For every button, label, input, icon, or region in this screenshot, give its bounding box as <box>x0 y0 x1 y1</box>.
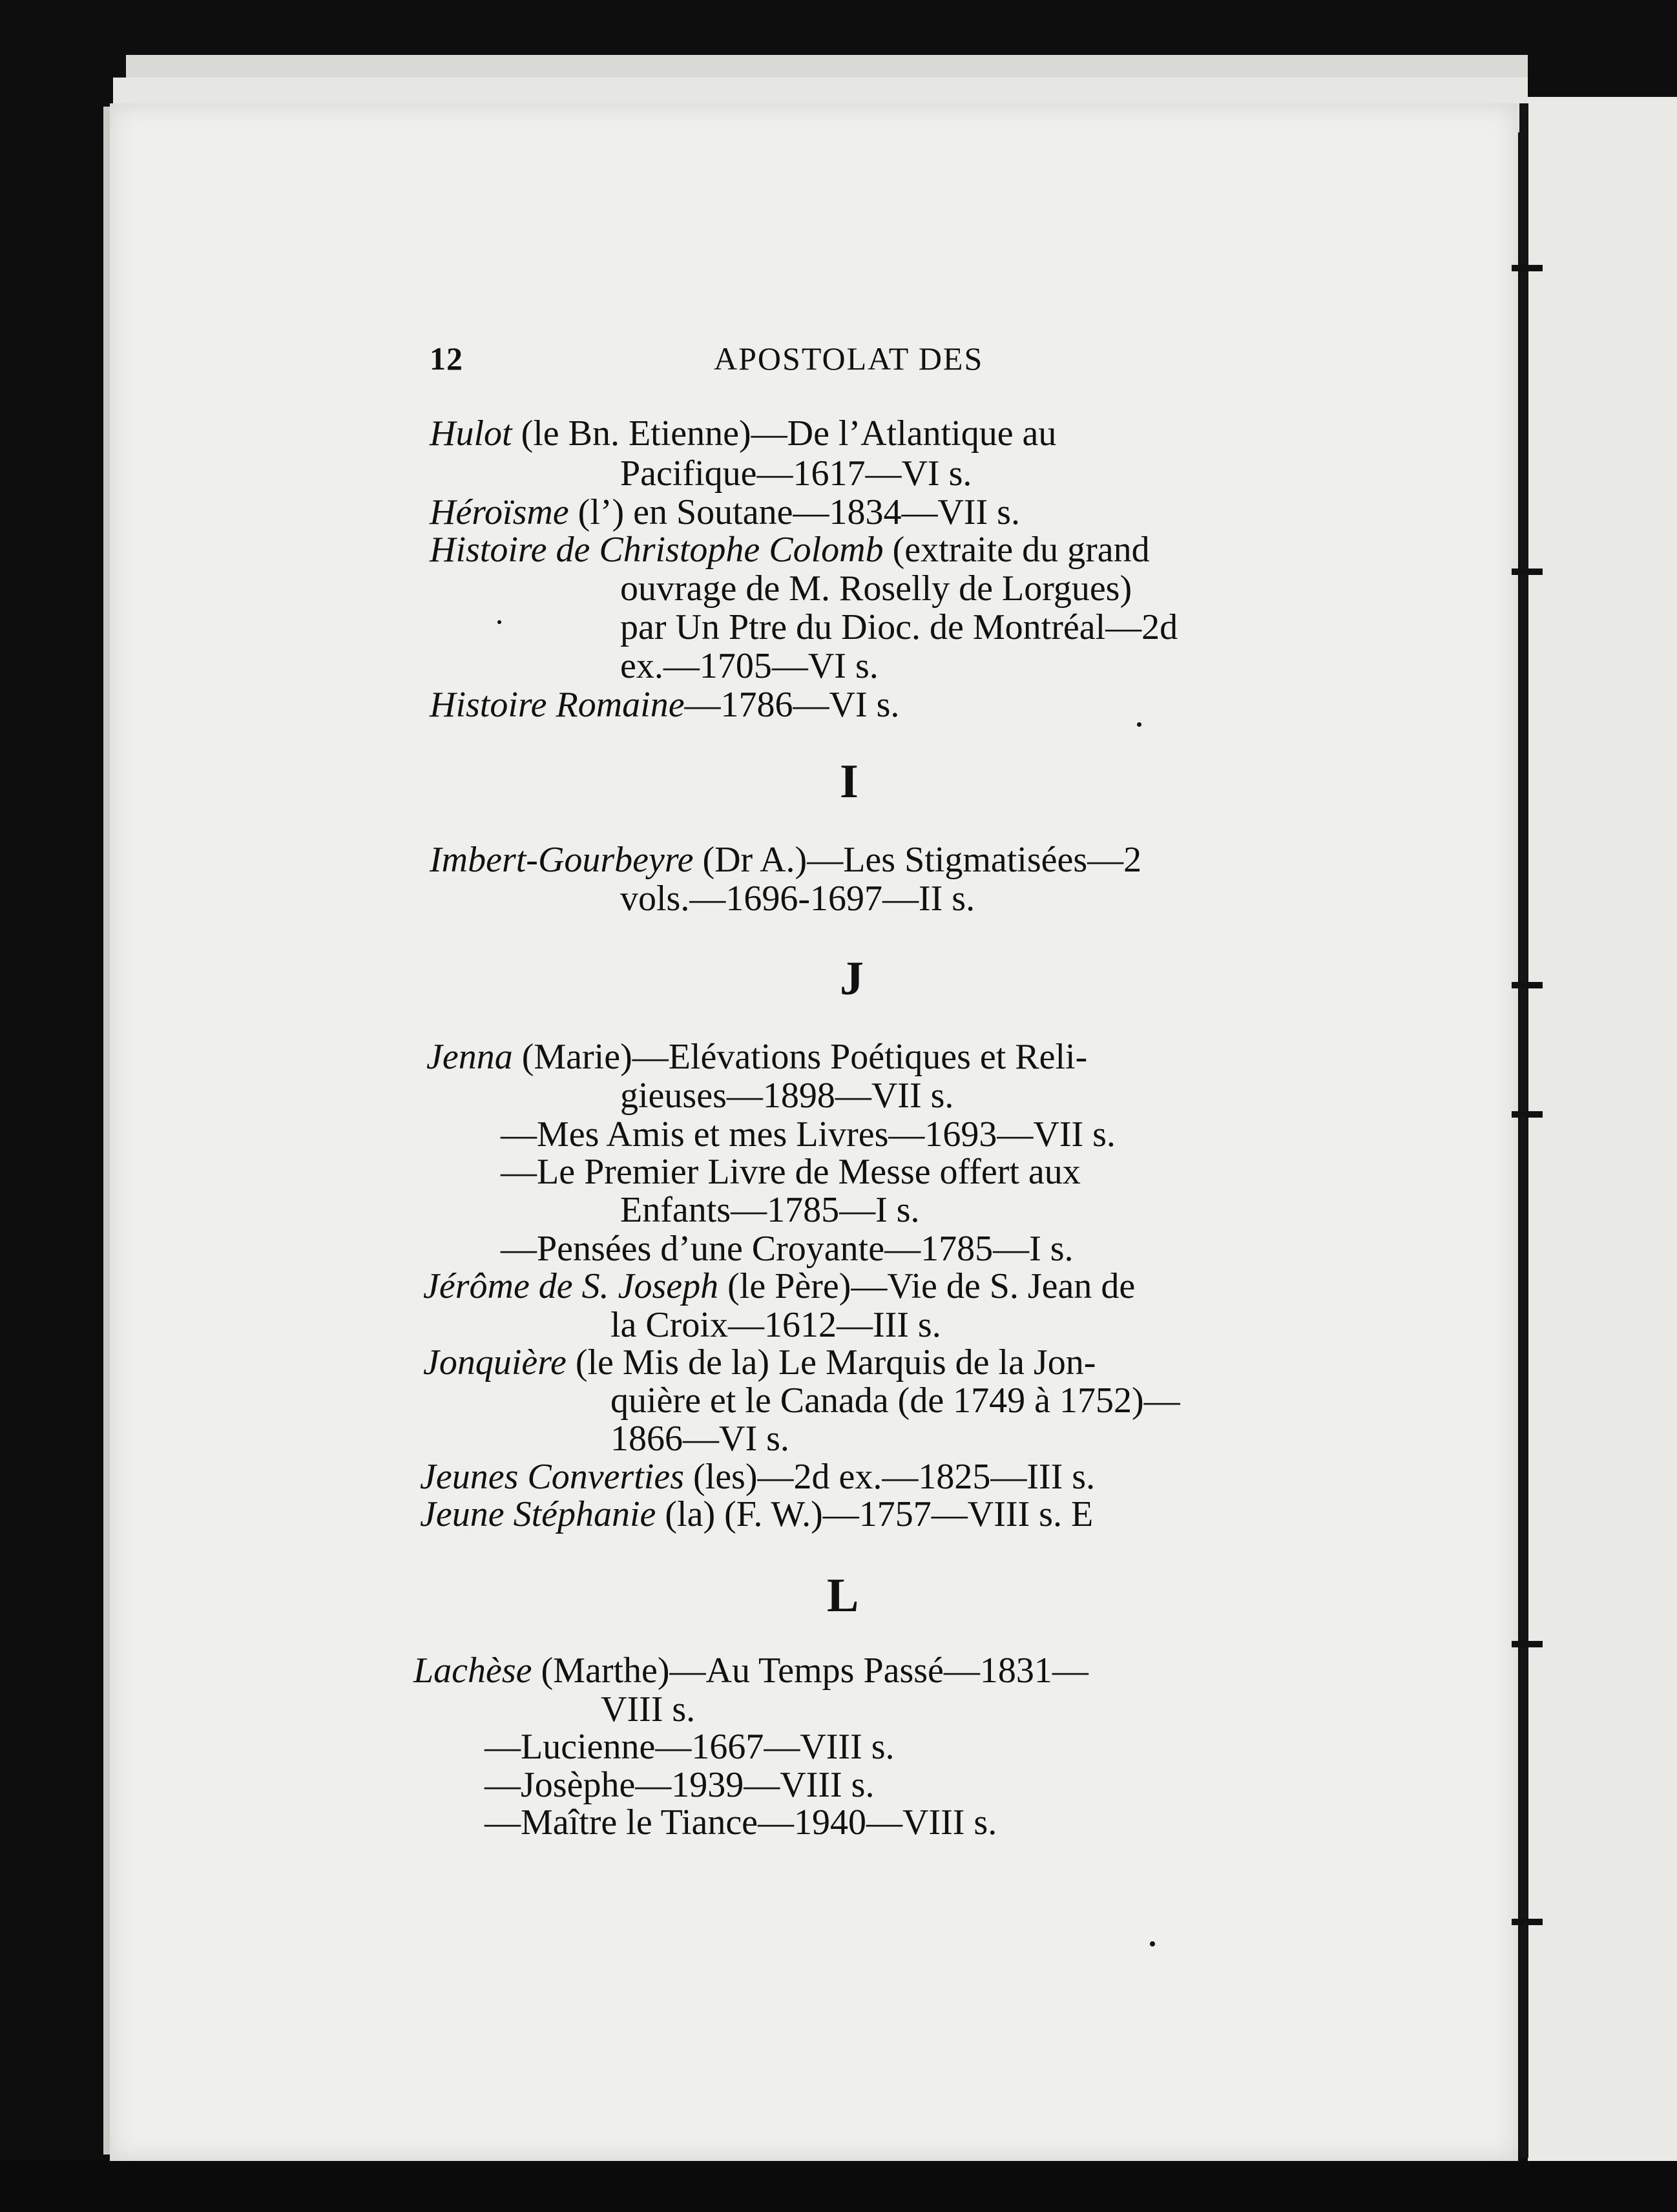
entry-jonquiere <box>423 1342 1096 1382</box>
entry-subtitle: —Mes Amis et mes Livres—1693—VII s. <box>501 1114 1116 1154</box>
entry-continuation: gieuses—1898—VII s. <box>620 1076 954 1116</box>
entry-text: (la) (F. W.)—1757—VIII s. E <box>656 1494 1094 1534</box>
entry-text: (le Bn. Etienne)—De l’Atlantique au <box>512 413 1057 454</box>
entry-continuation: Enfants—1785—I s. <box>620 1190 920 1230</box>
entry-author: Jonquière <box>423 1342 567 1382</box>
entry-author: Jeunes Converties <box>420 1457 684 1497</box>
entry-author: Lachèse <box>413 1651 532 1691</box>
entry-subtitle: —Josèphe—1939—VIII s. <box>484 1765 875 1805</box>
entry-lachese <box>413 1651 1088 1691</box>
entry-author: Hulot <box>430 413 512 454</box>
entry-author: Histoire de Christophe Colomb <box>430 530 884 570</box>
entry-imbert <box>430 840 1141 880</box>
entry-subtitle: —Lucienne—1667—VIII s. <box>484 1727 895 1767</box>
entry-text: —1786—VI s. <box>684 685 900 725</box>
entry-jerome <box>423 1266 1135 1306</box>
entry-author: Histoire Romaine <box>430 685 685 725</box>
entry-jeunes-converties <box>420 1457 1095 1497</box>
entry-jeune-stephanie <box>420 1494 1093 1534</box>
entry-continuation: 1866—VI s. <box>610 1419 789 1459</box>
entry-subtitle: —Pensées d’une Croyante—1785—I s. <box>501 1229 1074 1269</box>
section-letter-i: I <box>840 755 859 808</box>
section-letter-j: J <box>840 952 864 1005</box>
entry-heroisme <box>430 492 1020 532</box>
entry-text: (le Mis de la) Le Marquis de la Jon- <box>566 1342 1096 1382</box>
entry-continuation: la Croix—1612—III s. <box>610 1305 941 1345</box>
entry-author: Jenna <box>426 1037 513 1077</box>
section-letter-l: L <box>827 1569 859 1622</box>
entry-hulot <box>430 413 1056 454</box>
entry-author: Héroïsme <box>430 492 569 532</box>
entry-text: (l’) en Soutane—1834—VII s. <box>568 492 1020 532</box>
entry-text: (le Père)—Vie de S. Jean de <box>718 1266 1136 1306</box>
entry-continuation: VIII s. <box>601 1689 696 1729</box>
page-number: 12 <box>430 340 463 377</box>
entry-author: Imbert-Gourbeyre <box>430 840 694 880</box>
entry-continuation: ouvrage de M. Roselly de Lorgues) <box>620 569 1132 609</box>
entry-continuation: Pacifique—1617—VI s. <box>620 454 972 494</box>
entry-histoire-romaine <box>430 685 899 725</box>
page-title: APOSTOLAT DES <box>714 340 984 377</box>
entry-text: (Marie)—Elévations Poétiques et Reli- <box>512 1037 1088 1077</box>
entry-jenna <box>426 1037 1087 1077</box>
entry-continuation: vols.—1696-1697—II s. <box>620 879 975 919</box>
entry-text: (extraite du grand <box>883 530 1150 570</box>
entry-continuation: quière et le Canada (de 1749 à 1752)— <box>610 1381 1180 1421</box>
running-head <box>430 336 1289 381</box>
entry-histoire-colomb <box>430 530 1150 570</box>
entry-subtitle: —Maître le Tiance—1940—VIII s. <box>484 1802 997 1842</box>
entry-author: Jérôme de S. Joseph <box>423 1266 719 1306</box>
entry-text: (les)—2d ex.—1825—III s. <box>683 1457 1096 1497</box>
entry-continuation: ex.—1705—VI s. <box>620 646 879 686</box>
entry-subtitle: —Le Premier Livre de Messe offert aux <box>501 1152 1081 1192</box>
entry-text: (Marthe)—Au Temps Passé—1831— <box>532 1651 1088 1691</box>
entry-text: (Dr A.)—Les Stigmatisées—2 <box>693 840 1142 880</box>
entry-author: Jeune Stéphanie <box>420 1494 656 1534</box>
entry-continuation: par Un Ptre du Dioc. de Montréal—2d <box>620 607 1178 647</box>
